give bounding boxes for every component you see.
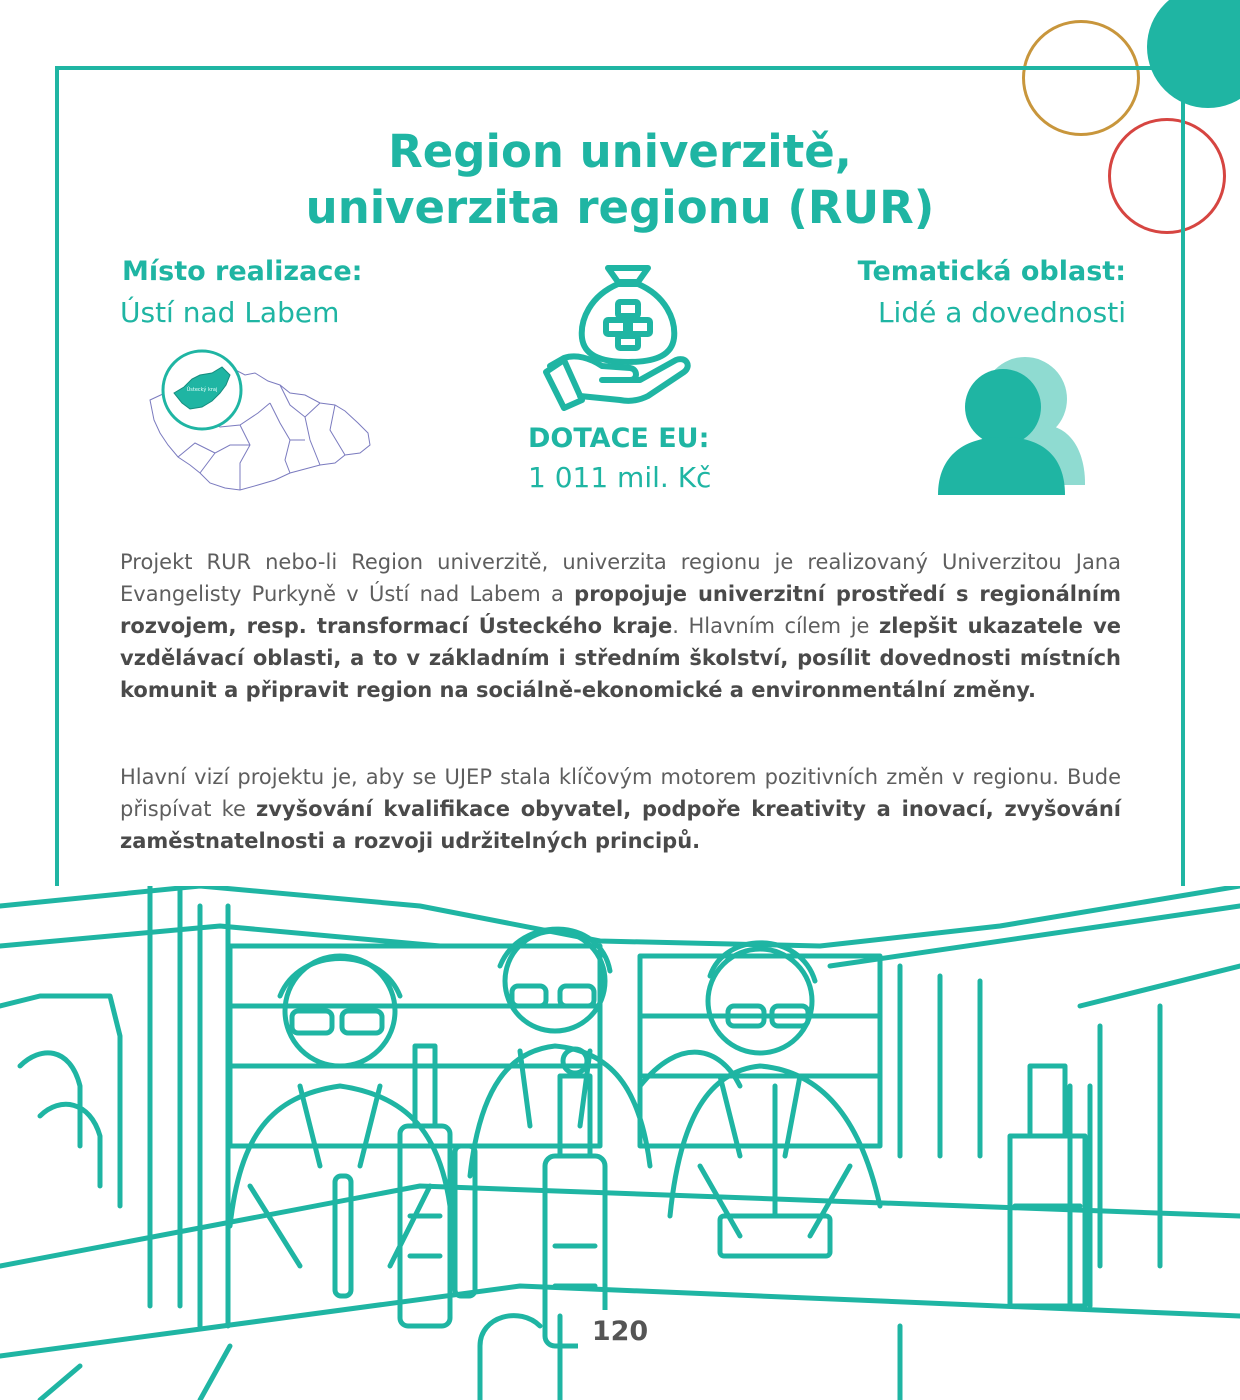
description-paragraph-2 (120, 761, 1121, 857)
paragraph-2-bold-1: zvyšování kvalifikace obyvatel, podpoře kreativity a inovací, zvyšování zaměstnatelnosti a rozvoji udržitelných principů. (120, 797, 1121, 853)
theme-label: Tematická oblast: (857, 256, 1126, 287)
map-region-label: Ústecký kraj (186, 387, 218, 393)
paragraph-1-text-2: . Hlavním cílem je (672, 614, 880, 638)
page-title (120, 124, 1120, 236)
title-line-1: Region univerzitě, (388, 125, 852, 178)
theme-value: Lidé a dovednosti (877, 296, 1126, 329)
funding-value: 1 011 mil. Kč (528, 461, 712, 494)
location-label: Místo realizace: (122, 256, 363, 287)
funding-label: DOTACE EU: (528, 423, 710, 454)
title-line-2: univerzita regionu (RUR) (305, 181, 935, 234)
paragraph-1-bold-1: propojuje univerzitní prostředí s regionálním rozvojem, resp. transformací Ústeckého kraje (120, 582, 1121, 638)
page-number: 120 (578, 1310, 662, 1354)
people-icon (935, 355, 1095, 497)
paragraph-1-bold-2: zlepšit ukazatele ve vzdělávací oblasti, a to v základním i středním školství, posílit dovednosti místních komunit a připravit region na sociálně-ekonomické a environmentální změny. (120, 614, 1121, 702)
czech-map-icon (140, 345, 380, 495)
money-bag-hand-icon (540, 262, 700, 412)
description-paragraph-1 (120, 546, 1121, 706)
paragraph-1-text-1: Projekt RUR nebo-li Region univerzitě, univerzita regionu je realizovaný Univerzitou Jana Evangelisty Purkyně v Ústí nad Labem a (120, 550, 1121, 606)
location-value: Ústí nad Labem (120, 296, 340, 329)
paragraph-2-text-1: Hlavní vizí projektu je, aby se UJEP stala klíčovým motorem pozitivních změn v regionu. Bude přispívat ke (120, 765, 1121, 821)
